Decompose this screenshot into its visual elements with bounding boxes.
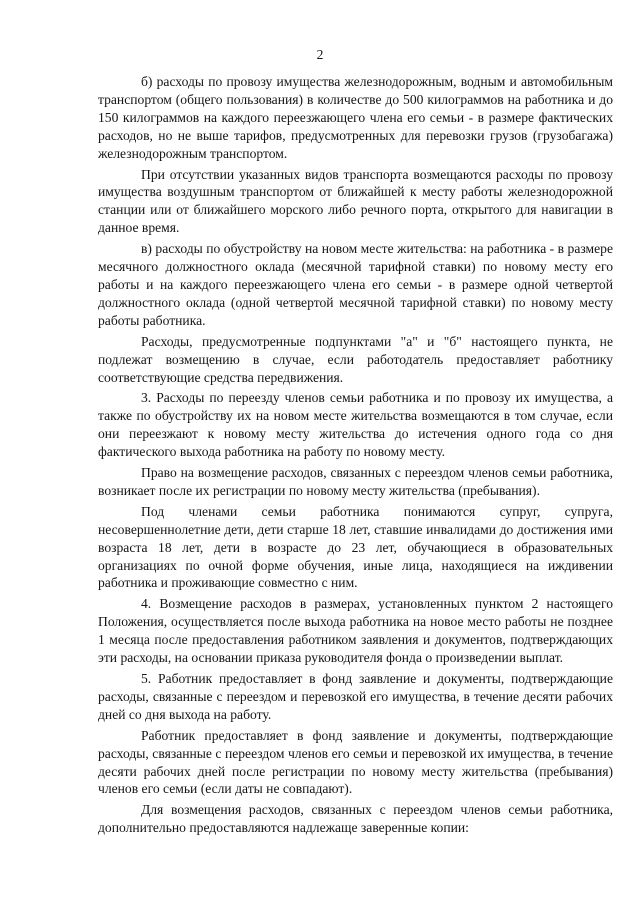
paragraph-5-employee-documents: 5. Работник предоставляет в фонд заявление и документы, подтверждающие расходы, связанные с переездом и перевозкой его имущества, в течение десяти рабочих дней со дня выхода на работу.	[98, 671, 613, 722]
paragraph-family-documents: Работник предоставляет в фонд заявление и документы, подтверждающие расходы, связанные с переездом членов его семьи и перевозкой их имущества, в течение десяти рабочих дней после регистрации по новому месту жительства (пребывания) членов его семьи (если даты не совпадают).	[98, 727, 613, 797]
paragraph-3-family-relocation: 3. Расходы по переезду членов семьи работника и по провозу их имущества, а также по обустройству их на новом месте жительства возмещаются в том случае, если они переезжают к новому месту жительства до истечения одного года со дня фактического выхода работника на работу по новому месту.	[98, 390, 613, 460]
page-number: 2	[316, 47, 324, 62]
paragraph-right-to-reimbursement: Право на возмещение расходов, связанных с переездом членов семьи работника, возникает после их регистрации по новому месту жительства (пребывания).	[98, 465, 613, 498]
paragraph-non-reimbursement: Расходы, предусмотренные подпунктами "а" и "б" настоящего пункта, не подлежат возмещению в случае, если работодатель предоставляет работнику соответствующие средства передвижения.	[98, 333, 613, 385]
document-body	[98, 73, 613, 840]
paragraph-1b-property-transport: б) расходы по провозу имущества железнодорожным, водным и автомобильным транспортом (общего пользования) в количестве до 500 килограммов на работника и до 150 килограммов на каждого переезжающего члена его семьи - в размере фактических расходов, но не выше тарифов, предусмотренных для перевозки грузов (грузобагажа) железнодорожным транспортом.	[98, 74, 613, 161]
paragraph-air-transport: При отсутствии указанных видов транспорта возмещаются расходы по провозу имущества воздушным транспортом от ближайшей к месту работы железнодорожной станции или от ближайшего морского либо речного порта, открытого для навигации в данное время.	[98, 166, 613, 236]
paragraph-1v-settling-expenses: в) расходы по обустройству на новом месте жительства: на работника - в размере месячного должностного оклада (месячной тарифной ставки) по новому месту его работы и на каждого переезжающего члена его семьи - в размере одной четвертой должностного оклада (одной четвертой месячной тарифной ставки) по новому месту работы работника.	[98, 241, 613, 328]
paragraph-additional-copies: Для возмещения расходов, связанных с переездом членов семьи работника, дополнительно предоставляются надлежаще заверенные копии:	[98, 802, 613, 836]
paragraph-4-reimbursement-procedure: 4. Возмещение расходов в размерах, установленных пунктом 2 настоящего Положения, осуществляется после выхода работника на новое место работы не позднее 1 месяца после предоставления работником заявления и документов, подтверждающих эти расходы, на основании приказа руководителя фонда о произведении выплат.	[98, 596, 613, 666]
paragraph-family-members-definition: Под членами семьи работника понимаются супруг, супруга, несовершеннолетние дети, дети старше 18 лет, ставшие инвалидами до достижения ими возраста 18 лет, дети в возрасте до 23 лет, обучающиеся в образовательных организациях по очной форме обучения, иные лица, находящиеся на иждивении работника и проживающие совместно с ним.	[98, 503, 613, 591]
